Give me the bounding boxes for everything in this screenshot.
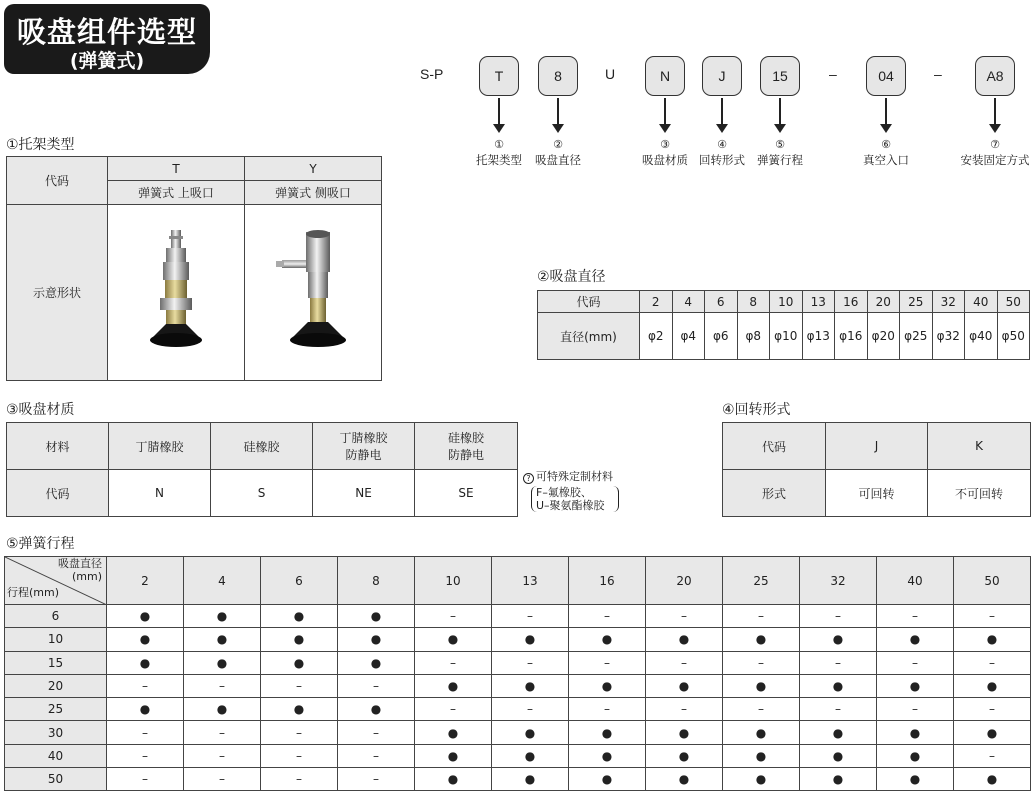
- page-subtitle: (弹簧式): [69, 50, 145, 72]
- unavailable-dash: –: [338, 721, 415, 744]
- dia-code: 8: [737, 291, 770, 313]
- dia-value: φ16: [835, 313, 868, 360]
- side-port-suction-cup-icon: [268, 226, 358, 356]
- code-label-1: 托架类型: [476, 153, 522, 167]
- dia-code: 40: [965, 291, 998, 313]
- material-name-line: 防静电: [345, 448, 382, 462]
- available-dot: ●: [338, 651, 415, 674]
- top-port-suction-cup-icon: [136, 226, 216, 356]
- rotation-form-j: 可回转: [826, 470, 928, 517]
- material-name-line: 丁腈橡胶: [135, 439, 184, 454]
- material-table: [6, 422, 518, 517]
- unavailable-dash: –: [569, 698, 646, 721]
- available-dot: ●: [107, 698, 184, 721]
- material-code: NE: [313, 470, 415, 517]
- material-name-line: 防静电: [447, 448, 484, 462]
- stroke-table-diameter-header: 40: [877, 557, 954, 605]
- arrow-icon: [557, 98, 559, 125]
- material-code: S: [211, 470, 313, 517]
- available-dot: ●: [723, 674, 800, 697]
- dia-value: φ8: [737, 313, 770, 360]
- unavailable-dash: –: [877, 698, 954, 721]
- unavailable-dash: –: [954, 605, 1031, 628]
- header-code: 代码: [7, 470, 109, 517]
- available-dot: ●: [954, 628, 1031, 651]
- available-dot: ●: [723, 768, 800, 791]
- unavailable-dash: –: [954, 744, 1031, 767]
- available-dot: ●: [261, 628, 338, 651]
- material-name-line: 丁腈橡胶: [339, 431, 388, 445]
- stroke-table-diameter-header: 50: [954, 557, 1031, 605]
- unavailable-dash: –: [107, 744, 184, 767]
- unavailable-dash: –: [800, 605, 877, 628]
- page-title: 吸盘组件选型: [16, 15, 197, 49]
- stroke-table-diameter-header: 2: [107, 557, 184, 605]
- section-2-title: ②吸盘直径: [537, 269, 606, 285]
- code-label-5: 弹簧行程: [757, 153, 803, 167]
- available-dot: ●: [569, 721, 646, 744]
- dia-code: 2: [640, 291, 673, 313]
- diameter-table: [537, 290, 1030, 360]
- unavailable-dash: –: [723, 651, 800, 674]
- code-box-rotation: J: [702, 56, 742, 96]
- unavailable-dash: –: [877, 651, 954, 674]
- available-dot: ●: [569, 768, 646, 791]
- dia-code: 50: [997, 291, 1030, 313]
- unavailable-dash: –: [184, 674, 261, 697]
- material-code: N: [109, 470, 211, 517]
- dia-value: φ2: [640, 313, 673, 360]
- unavailable-dash: –: [338, 674, 415, 697]
- unavailable-dash: –: [723, 698, 800, 721]
- available-dot: ●: [569, 744, 646, 767]
- unavailable-dash: –: [492, 651, 569, 674]
- available-dot: ●: [800, 744, 877, 767]
- rotation-code-j: J: [826, 423, 928, 470]
- dia-code: 16: [835, 291, 868, 313]
- available-dot: ●: [184, 628, 261, 651]
- unavailable-dash: –: [646, 698, 723, 721]
- corner-stroke-label: 行程(mm): [7, 586, 60, 599]
- stroke-value: 50: [5, 768, 107, 791]
- dia-value: φ32: [932, 313, 965, 360]
- available-dot: ●: [107, 605, 184, 628]
- dia-code: 4: [672, 291, 705, 313]
- available-dot: ●: [184, 605, 261, 628]
- available-dot: ●: [646, 721, 723, 744]
- available-dot: ●: [107, 651, 184, 674]
- material-name-line: 硅橡胶: [447, 431, 484, 445]
- unavailable-dash: –: [415, 605, 492, 628]
- available-dot: ●: [569, 674, 646, 697]
- unavailable-dash: –: [646, 651, 723, 674]
- header-code: 代码: [723, 423, 826, 470]
- stroke-value: 15: [5, 651, 107, 674]
- stroke-value: 6: [5, 605, 107, 628]
- unavailable-dash: –: [261, 768, 338, 791]
- header-code: 代码: [538, 291, 640, 313]
- available-dot: ●: [492, 674, 569, 697]
- dia-value: φ6: [705, 313, 738, 360]
- stroke-value: 40: [5, 744, 107, 767]
- available-dot: ●: [492, 628, 569, 651]
- dia-value: φ10: [770, 313, 803, 360]
- section-4-title: ④回转形式: [722, 402, 791, 418]
- material-code: SE: [415, 470, 518, 517]
- available-dot: ●: [415, 674, 492, 697]
- header-material: 材料: [7, 423, 109, 470]
- unavailable-dash: –: [338, 768, 415, 791]
- available-dot: ●: [954, 674, 1031, 697]
- available-dot: ●: [877, 768, 954, 791]
- available-dot: ●: [261, 605, 338, 628]
- section-3-title: ③吸盘材质: [6, 402, 75, 418]
- unavailable-dash: –: [261, 721, 338, 744]
- unavailable-dash: –: [107, 721, 184, 744]
- stroke-value: 20: [5, 674, 107, 697]
- note-title: 可特殊定制材料: [536, 470, 613, 483]
- unavailable-dash: –: [184, 721, 261, 744]
- table-row: [5, 605, 1031, 628]
- title-badge: [4, 4, 210, 74]
- stroke-table-diameter-header: 13: [492, 557, 569, 605]
- header-code: 代码: [7, 157, 108, 205]
- code-box-stroke: 15: [760, 56, 800, 96]
- unavailable-dash: –: [184, 744, 261, 767]
- dia-code: 6: [705, 291, 738, 313]
- table-row: [5, 628, 1031, 651]
- available-dot: ●: [800, 674, 877, 697]
- custom-material-note: [523, 470, 613, 484]
- corner-diameter-text: 吸盘直径: [58, 557, 102, 570]
- code-num-7: ⑦: [990, 138, 1000, 151]
- available-dot: ●: [800, 628, 877, 651]
- side-port-cup-image: [245, 205, 382, 381]
- unavailable-dash: –: [492, 605, 569, 628]
- note-icon: ?: [523, 473, 534, 484]
- table-row: [5, 744, 1031, 767]
- table-row: [5, 698, 1031, 721]
- code-box-mount: A8: [975, 56, 1015, 96]
- code-prefix: S-P: [420, 66, 444, 82]
- code-box-vacuum: 04: [866, 56, 906, 96]
- arrow-icon: [994, 98, 996, 125]
- table-row: [5, 721, 1031, 744]
- code-num-4: ④: [717, 138, 727, 151]
- unavailable-dash: –: [800, 651, 877, 674]
- available-dot: ●: [338, 628, 415, 651]
- code-num-6: ⑥: [881, 138, 891, 151]
- stroke-table-diameter-header: 16: [569, 557, 646, 605]
- available-dot: ●: [954, 721, 1031, 744]
- arrow-icon: [498, 98, 500, 125]
- dia-code: 20: [867, 291, 900, 313]
- unavailable-dash: –: [261, 674, 338, 697]
- material-name: [211, 423, 313, 470]
- available-dot: ●: [723, 744, 800, 767]
- available-dot: ●: [261, 698, 338, 721]
- code-label-6: 真空入口: [863, 153, 909, 167]
- unavailable-dash: –: [954, 698, 1031, 721]
- corner-diameter-label: [58, 557, 102, 583]
- available-dot: ●: [877, 744, 954, 767]
- available-dot: ●: [646, 744, 723, 767]
- available-dot: ●: [492, 744, 569, 767]
- stroke-value: 25: [5, 698, 107, 721]
- arrow-icon: [664, 98, 666, 125]
- available-dot: ●: [646, 628, 723, 651]
- rotation-code-k: K: [928, 423, 1031, 470]
- available-dot: ●: [184, 651, 261, 674]
- unavailable-dash: –: [569, 651, 646, 674]
- code-dash-1: –: [829, 66, 837, 82]
- available-dot: ●: [492, 721, 569, 744]
- available-dot: ●: [338, 698, 415, 721]
- material-name: [313, 423, 415, 470]
- code-dash-2: –: [934, 66, 942, 82]
- dia-code: 32: [932, 291, 965, 313]
- available-dot: ●: [569, 628, 646, 651]
- table-row: [5, 651, 1031, 674]
- section-5-title: ⑤弹簧行程: [6, 536, 75, 552]
- unavailable-dash: –: [107, 674, 184, 697]
- header-diameter: 直径(mm): [538, 313, 640, 360]
- dia-value: φ13: [802, 313, 835, 360]
- bracket-type-table: [6, 156, 382, 381]
- stroke-table-diameter-header: 25: [723, 557, 800, 605]
- available-dot: ●: [338, 605, 415, 628]
- stroke-value: 10: [5, 628, 107, 651]
- top-port-cup-image: [108, 205, 245, 381]
- code-letter-u: U: [605, 66, 616, 82]
- stroke-table: [4, 556, 1031, 791]
- header-form: 形式: [723, 470, 826, 517]
- code-num-3: ③: [660, 138, 670, 151]
- unavailable-dash: –: [800, 698, 877, 721]
- unavailable-dash: –: [877, 605, 954, 628]
- stroke-table-diameter-header: 10: [415, 557, 492, 605]
- unavailable-dash: –: [184, 768, 261, 791]
- available-dot: ●: [646, 674, 723, 697]
- code-label-4: 回转形式: [699, 153, 745, 167]
- table-row: [5, 768, 1031, 791]
- code-num-2: ②: [553, 138, 563, 151]
- arrow-icon: [885, 98, 887, 125]
- table-row: [5, 674, 1031, 697]
- header-shape: 示意形状: [7, 205, 108, 381]
- available-dot: ●: [954, 768, 1031, 791]
- dia-value: φ25: [900, 313, 933, 360]
- corner-unit-text: (mm): [71, 570, 102, 583]
- available-dot: ●: [877, 721, 954, 744]
- code-box-diameter: 8: [538, 56, 578, 96]
- arrow-icon: [779, 98, 781, 125]
- available-dot: ●: [646, 768, 723, 791]
- stroke-table-diameter-header: 20: [646, 557, 723, 605]
- available-dot: ●: [800, 721, 877, 744]
- stroke-table-diameter-header: 8: [338, 557, 415, 605]
- available-dot: ●: [877, 674, 954, 697]
- note-line: U–聚氨酯橡胶: [536, 499, 605, 512]
- available-dot: ●: [723, 628, 800, 651]
- unavailable-dash: –: [338, 744, 415, 767]
- stroke-table-diameter-header: 6: [261, 557, 338, 605]
- rotation-form-k: 不可回转: [928, 470, 1031, 517]
- code-label-3: 吸盘材质: [642, 153, 688, 167]
- code-box-material: N: [645, 56, 685, 96]
- type-desc-y: 弹簧式 侧吸口: [245, 181, 382, 205]
- dia-value: φ4: [672, 313, 705, 360]
- dia-code: 10: [770, 291, 803, 313]
- code-num-5: ⑤: [775, 138, 785, 151]
- dia-value: φ40: [965, 313, 998, 360]
- stroke-table-diameter-header: 4: [184, 557, 261, 605]
- available-dot: ●: [415, 721, 492, 744]
- unavailable-dash: –: [107, 768, 184, 791]
- available-dot: ●: [800, 768, 877, 791]
- unavailable-dash: –: [261, 744, 338, 767]
- available-dot: ●: [415, 768, 492, 791]
- material-name-line: 硅橡胶: [243, 439, 280, 454]
- unavailable-dash: –: [954, 651, 1031, 674]
- available-dot: ●: [415, 628, 492, 651]
- unavailable-dash: –: [723, 605, 800, 628]
- arrow-icon: [721, 98, 723, 125]
- custom-material-list: [531, 486, 605, 512]
- type-code-t: T: [108, 157, 245, 181]
- available-dot: ●: [723, 721, 800, 744]
- stroke-value: 30: [5, 721, 107, 744]
- section-1-title: ①托架类型: [6, 137, 75, 153]
- available-dot: ●: [107, 628, 184, 651]
- type-desc-t: 弹簧式 上吸口: [108, 181, 245, 205]
- available-dot: ●: [184, 698, 261, 721]
- available-dot: ●: [877, 628, 954, 651]
- available-dot: ●: [415, 744, 492, 767]
- available-dot: ●: [261, 651, 338, 674]
- code-label-2: 吸盘直径: [535, 153, 581, 167]
- stroke-table-diameter-header: 32: [800, 557, 877, 605]
- unavailable-dash: –: [415, 651, 492, 674]
- dia-value: φ20: [867, 313, 900, 360]
- code-box-bracket: T: [479, 56, 519, 96]
- unavailable-dash: –: [569, 605, 646, 628]
- code-num-1: ①: [494, 138, 504, 151]
- material-name: [415, 423, 518, 470]
- unavailable-dash: –: [415, 698, 492, 721]
- unavailable-dash: –: [646, 605, 723, 628]
- dia-code: 13: [802, 291, 835, 313]
- dia-value: φ50: [997, 313, 1030, 360]
- material-name: [109, 423, 211, 470]
- available-dot: ●: [492, 768, 569, 791]
- corner-header: [5, 557, 107, 605]
- code-label-7: 安装固定方式: [960, 153, 1030, 167]
- type-code-y: Y: [245, 157, 382, 181]
- unavailable-dash: –: [492, 698, 569, 721]
- rotation-table: [722, 422, 1031, 517]
- note-line: F–氟橡胶、: [536, 486, 592, 499]
- dia-code: 25: [900, 291, 933, 313]
